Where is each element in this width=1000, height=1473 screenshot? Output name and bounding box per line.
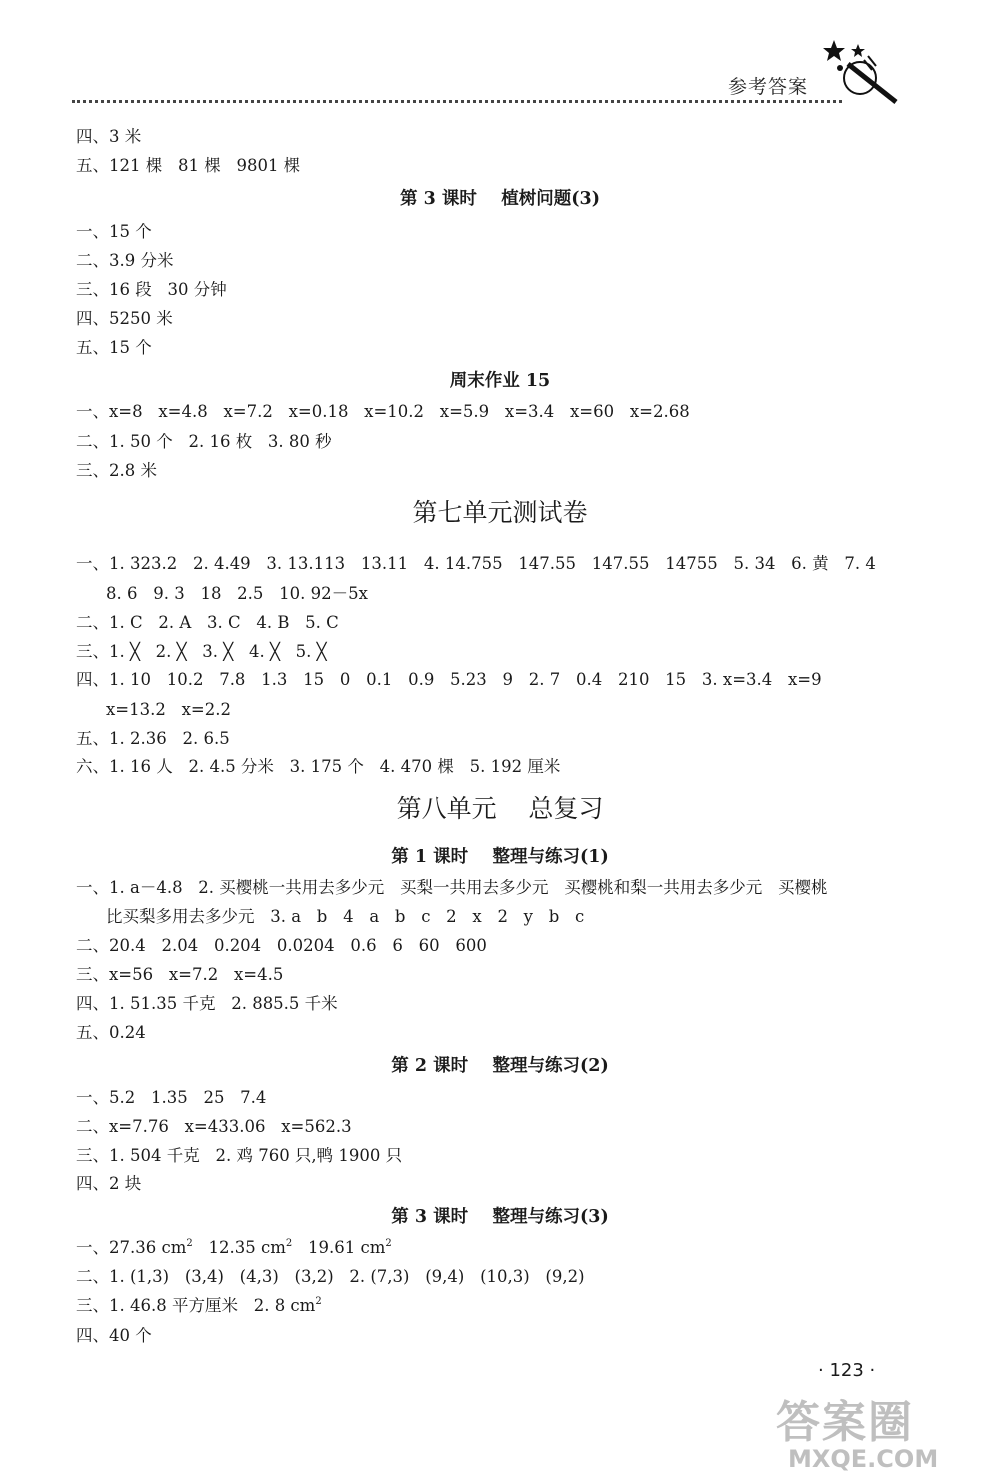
answer-line: 比买梨多用去多少元 3. a b 4 a b c 2 x 2 y b c <box>106 907 585 926</box>
header-dotted-rule <box>72 100 842 103</box>
answer-line: 五、0.24 <box>76 1023 146 1042</box>
answer-line: 一、x=8 x=4.8 x=7.2 x=0.18 x=10.2 x=5.9 x=3.4 x=60 x=2.68 <box>76 402 690 421</box>
answer-line: 四、3 米 <box>76 127 142 146</box>
answer-line: 一、1. a－4.8 2. 买樱桃一共用去多少元 买梨一共用去多少元 买樱桃和梨一共用去多少元 买樱桃 <box>76 878 828 897</box>
answer-line: 二、1. 50 个 2. 16 枚 3. 80 秒 <box>76 432 332 451</box>
answer-line: 五、121 棵 81 棵 9801 棵 <box>76 156 301 175</box>
answer-line: 二、3.9 分米 <box>76 251 174 270</box>
lesson-heading: 周末作业 15 <box>449 371 551 391</box>
answer-line: 三、1. 504 千克 2. 鸡 760 只,鸭 1900 只 <box>76 1146 403 1165</box>
lesson-heading: 第 2 课时 整理与练习(2) <box>391 1056 609 1076</box>
magic-wand-star-icon <box>820 38 904 108</box>
superscript: 2 <box>385 1238 392 1249</box>
answer-line: 一、5.2 1.35 25 7.4 <box>76 1088 267 1107</box>
lesson-heading: 第 3 课时 整理与练习(3) <box>391 1207 609 1227</box>
answer-line: 二、20.4 2.04 0.204 0.0204 0.6 6 60 600 <box>76 936 487 955</box>
watermark-logo-text: 答案圈 <box>776 1397 914 1448</box>
watermark-url: MXQE.COM <box>788 1445 939 1473</box>
answer-line-area <box>76 1296 322 1316</box>
answer-line: 四、40 个 <box>76 1326 152 1345</box>
header-label: 参考答案 <box>728 76 809 98</box>
answer-text: 一、27.36 cm <box>76 1238 187 1257</box>
answer-line: 二、x=7.76 x=433.06 x=562.3 <box>76 1117 352 1136</box>
superscript: 2 <box>186 1238 193 1249</box>
superscript: 2 <box>315 1296 322 1307</box>
answer-line-area <box>76 1238 392 1258</box>
unit-heading: 第七单元测试卷 <box>412 498 588 527</box>
watermark <box>776 1397 996 1473</box>
answer-text: 三、1. 46.8 平方厘米 2. 8 cm <box>76 1296 316 1315</box>
answer-line: 四、1. 10 10.2 7.8 1.3 15 0 0.1 0.9 5.23 9 2. 7 0.4 210 15 3. x=3.4 x=9 <box>76 670 822 689</box>
answer-line: 五、15 个 <box>76 338 152 357</box>
answer-text: 19.61 cm <box>292 1238 386 1257</box>
answer-line: 五、1. 2.36 2. 6.5 <box>76 729 230 748</box>
answer-line: 二、1. C 2. A 3. C 4. B 5. C <box>76 613 339 632</box>
answer-line: 四、2 块 <box>76 1174 142 1193</box>
lesson-heading: 第 1 课时 整理与练习(1) <box>391 847 609 867</box>
answer-line: 三、2.8 米 <box>76 461 157 480</box>
answer-line: 三、x=56 x=7.2 x=4.5 <box>76 965 284 984</box>
answer-line: 一、15 个 <box>76 222 152 241</box>
answer-line: 三、1. ╳ 2. ╳ 3. ╳ 4. ╳ 5. ╳ <box>76 642 327 661</box>
unit-heading: 第八单元 总复习 <box>396 794 604 823</box>
answer-line: 一、1. 323.2 2. 4.49 3. 13.113 13.11 4. 14.755 147.55 147.55 14755 5. 34 6. 黄 7. 4 <box>76 554 876 573</box>
answer-text: 12.35 cm <box>192 1238 286 1257</box>
answer-line: 六、1. 16 人 2. 4.5 分米 3. 175 个 4. 470 棵 5. 192 厘米 <box>76 757 561 776</box>
answer-line: 四、5250 米 <box>76 309 173 328</box>
answer-line: 三、16 段 30 分钟 <box>76 280 227 299</box>
answer-line: 8. 6 9. 3 18 2.5 10. 92－5x <box>106 584 368 603</box>
answer-line: 四、1. 51.35 千克 2. 885.5 千米 <box>76 994 338 1013</box>
answer-line: x=13.2 x=2.2 <box>106 700 231 719</box>
answer-line: 二、1. (1,3) (3,4) (4,3) (3,2) 2. (7,3) (9,4) (10,3) (9,2) <box>76 1267 585 1286</box>
page-number: · 123 · <box>818 1360 876 1381</box>
lesson-heading: 第 3 课时 植树问题(3) <box>400 189 600 209</box>
superscript: 2 <box>285 1238 293 1249</box>
